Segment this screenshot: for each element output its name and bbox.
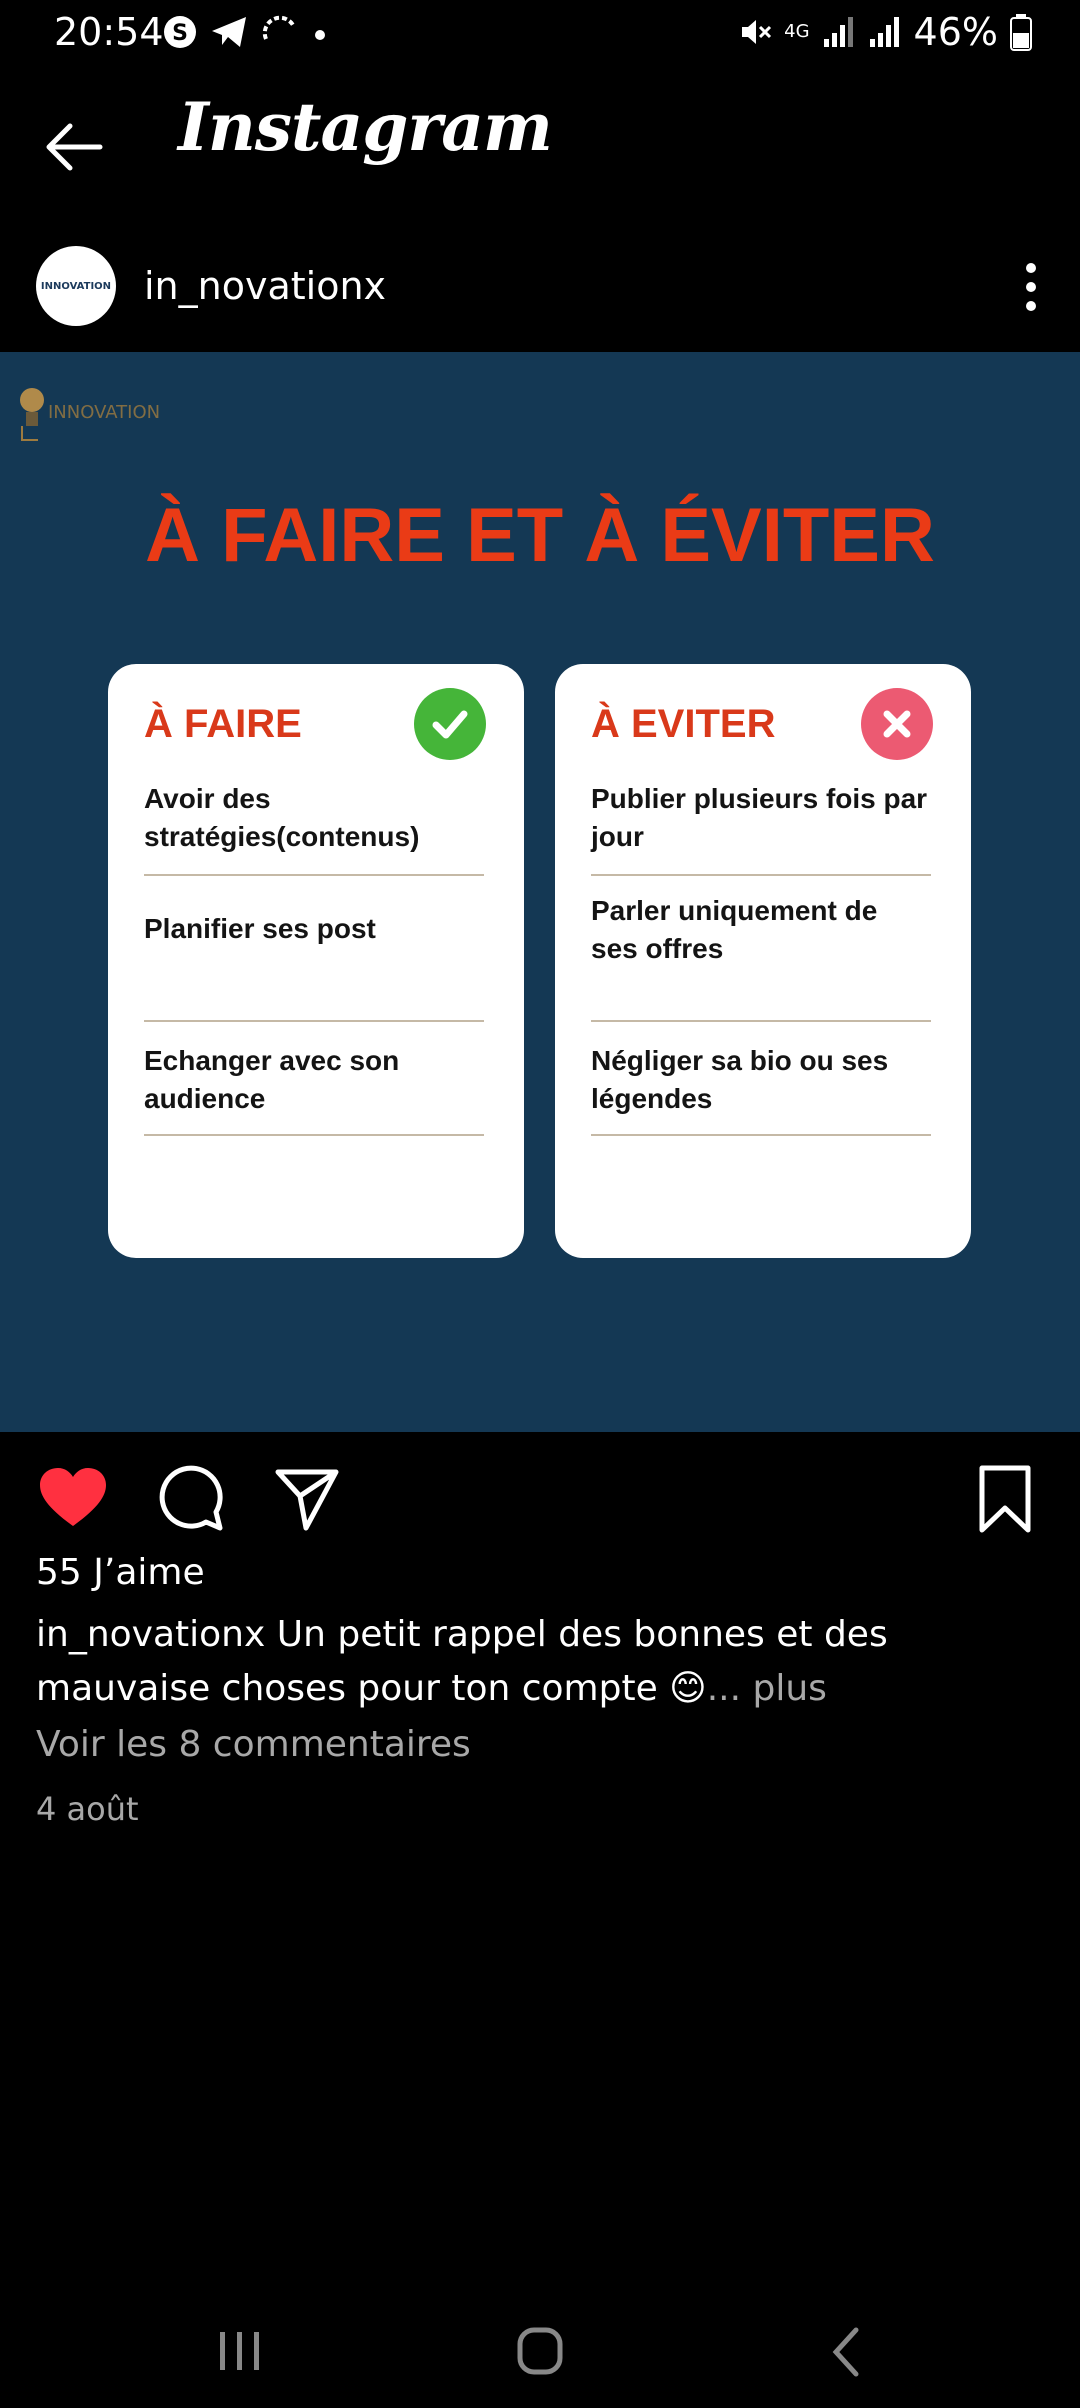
divider: [591, 1020, 931, 1022]
signal-2-icon: [868, 15, 902, 49]
recent-apps-icon: [200, 2322, 280, 2382]
chevron-left-icon: [806, 2322, 886, 2382]
comment-button[interactable]: [154, 1462, 228, 1536]
signal-icon: [822, 15, 856, 49]
post-date: 4 août: [36, 1790, 139, 1828]
heart-icon: [36, 1462, 110, 1536]
post-actions: [0, 1440, 1080, 1550]
do-card-title: À FAIRE: [144, 702, 302, 746]
brand-logo: [18, 382, 160, 442]
post-header: [0, 230, 1080, 350]
app-header: [0, 70, 1080, 220]
do-item: Echanger avec son audience: [144, 1045, 400, 1114]
home-icon: [500, 2322, 580, 2382]
share-button[interactable]: [270, 1462, 344, 1536]
divider: [144, 1134, 484, 1136]
back-arrow-icon: [40, 112, 110, 182]
do-card: [108, 664, 524, 1258]
view-comments-link[interactable]: Voir les 8 commentaires: [36, 1724, 471, 1765]
check-icon: [428, 702, 472, 746]
avatar-text: INNOVATION: [40, 280, 112, 292]
dont-card-title: À EVITER: [591, 702, 776, 746]
more-options-button[interactable]: [1006, 252, 1056, 322]
do-item: Planifier ses post: [144, 913, 376, 944]
caption-username[interactable]: in_novationx: [36, 1614, 266, 1655]
avatar[interactable]: [36, 246, 116, 326]
dont-item: Parler uniquement de ses offres: [591, 895, 878, 964]
divider: [144, 1020, 484, 1022]
notification-s-icon: [162, 14, 198, 50]
mute-icon: [738, 15, 772, 49]
more-vertical-icon: [1006, 252, 1056, 322]
cross-badge: [861, 688, 933, 760]
post-username[interactable]: in_novationx: [144, 264, 387, 308]
do-item: Avoir des stratégies(contenus): [144, 783, 420, 852]
post-image[interactable]: [0, 352, 1080, 1432]
back-button[interactable]: [40, 112, 110, 182]
battery-percent: 46%: [913, 10, 998, 54]
dont-item: Négliger sa bio ou ses légendes: [591, 1045, 889, 1114]
recent-apps-button[interactable]: [200, 2322, 280, 2382]
battery-icon: [1010, 13, 1032, 51]
system-nav-bar: [0, 2300, 1080, 2408]
app-title: Instagram: [178, 88, 552, 166]
close-icon: [877, 704, 917, 744]
telegram-icon: [210, 15, 248, 49]
lightbulb-icon: [18, 382, 46, 442]
caption-more-link[interactable]: ... plus: [706, 1668, 827, 1709]
dont-item: Publier plusieurs fois par jour: [591, 783, 928, 852]
status-right: [738, 10, 1032, 54]
caption: [36, 1608, 1046, 1716]
like-button[interactable]: [36, 1462, 110, 1536]
divider: [591, 1134, 931, 1136]
save-button[interactable]: [968, 1462, 1042, 1536]
dot-icon: [312, 15, 328, 49]
notification-icons: [162, 14, 328, 50]
comment-icon: [154, 1462, 228, 1536]
sync-icon: [260, 15, 300, 49]
send-icon: [270, 1462, 344, 1536]
status-bar: [0, 0, 1080, 70]
divider: [144, 874, 484, 876]
nav-back-button[interactable]: [806, 2322, 886, 2382]
svg-text:S: S: [172, 21, 188, 46]
divider: [591, 874, 931, 876]
network-type: 4G: [784, 21, 810, 42]
brand-text: INNOVATION: [48, 401, 161, 423]
post-headline: À FAIRE ET À ÉVITER: [145, 493, 935, 578]
home-button[interactable]: [500, 2322, 580, 2382]
caption-text: Un petit rappel des bonnes et des mauvaise choses pour ton compte 😊: [36, 1614, 888, 1709]
dont-card: [555, 664, 971, 1258]
status-time: 20:54: [54, 10, 164, 54]
likes-count[interactable]: 55 J’aime: [36, 1552, 205, 1593]
check-badge: [414, 688, 486, 760]
bookmark-icon: [968, 1462, 1042, 1536]
